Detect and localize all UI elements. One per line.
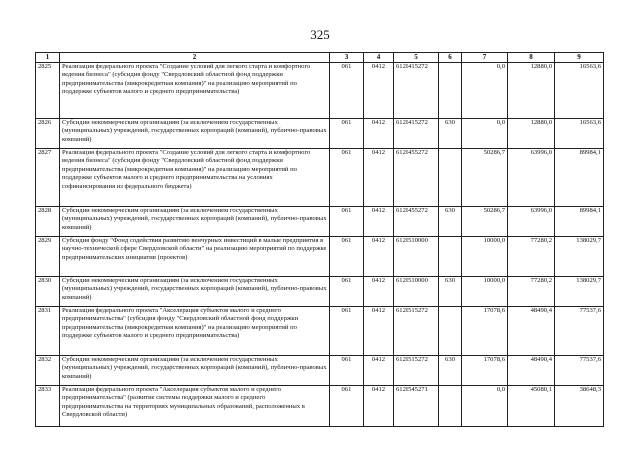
amount-col7-cell: 0,0 (462, 119, 508, 149)
row-name-cell: Реализация федерального проекта "Создание условий для легкого старта и комфортного ведения бизнеса" (субсидия фонду "Свердловский областной фонд поддержки предпринимательства (микрокредитная компания)" на реализацию мероприятий по поддержке субъектов малого и среднего предпринимательства на условиях софинансирования из федерального бюджета) (60, 149, 330, 207)
ministry-code-cell: 061 (330, 356, 364, 386)
target-article-cell: 612I510000 (394, 277, 439, 307)
amount-col9-cell: 77537,6 (555, 307, 604, 356)
amount-col9-cell: 138029,7 (555, 277, 604, 307)
section-code-cell: 0412 (364, 119, 394, 149)
amount-col7-cell: 50286,7 (462, 149, 508, 207)
expense-type-cell: 630 (439, 119, 462, 149)
table-row (36, 307, 604, 356)
row-number-cell: 2826 (36, 119, 60, 149)
row-name-cell: Субсидии некоммерческим организациям (за исключением государственных (муниципальных) учреждений, государственных корпораций (компаний), публично-правовых компаний) (60, 277, 330, 307)
row-number-cell: 2825 (36, 63, 60, 119)
ministry-code-cell: 061 (330, 237, 364, 277)
table-row (36, 277, 604, 307)
expense-type-cell: 630 (439, 356, 462, 386)
ministry-code-cell: 061 (330, 386, 364, 427)
amount-col9-cell: 138029,7 (555, 237, 604, 277)
amount-col9-cell: 89984,1 (555, 207, 604, 237)
amount-col7-cell: 0,0 (462, 386, 508, 427)
amount-col7-cell: 17078,6 (462, 356, 508, 386)
section-code-cell: 0412 (364, 63, 394, 119)
budget-table (35, 52, 604, 427)
header-cell: 1 (36, 53, 60, 63)
row-name-cell: Субсидии некоммерческим организациям (за исключением государственных (муниципальных) учреждений, государственных корпораций (компаний), публично-правовых компаний) (60, 356, 330, 386)
header-cell: 3 (330, 53, 364, 63)
row-number-cell: 2827 (36, 149, 60, 207)
amount-col8-cell: 63996,0 (508, 207, 555, 237)
row-name-cell: Субсидии некоммерческим организациям (за исключением государственных (муниципальных) учреждений, государственных корпораций (компаний), публично-правовых компаний) (60, 119, 330, 149)
section-code-cell: 0412 (364, 237, 394, 277)
row-number-cell: 2828 (36, 207, 60, 237)
table-row (36, 356, 604, 386)
target-article-cell: 612I545271 (394, 386, 439, 427)
target-article-cell: 612I455272 (394, 149, 439, 207)
amount-col8-cell: 63996,0 (508, 149, 555, 207)
amount-col7-cell: 10000,0 (462, 277, 508, 307)
expense-type-cell (439, 307, 462, 356)
expense-type-cell (439, 386, 462, 427)
amount-col7-cell: 10000,0 (462, 237, 508, 277)
amount-col8-cell: 48490,4 (508, 356, 555, 386)
amount-col8-cell: 77280,2 (508, 237, 555, 277)
expense-type-cell: 630 (439, 277, 462, 307)
table-row (36, 207, 604, 237)
row-name-cell: Реализация федерального проекта "Создание условий для легкого старта и комфортного ведения бизнеса" (субсидия фонду "Свердловский областной фонд поддержки предпринимательства (микрокредитная компания)" на реализацию мероприятий по поддержке субъектов малого и среднего предпринимательства) (60, 63, 330, 119)
amount-col9-cell: 16563,6 (555, 119, 604, 149)
expense-type-cell (439, 63, 462, 119)
row-name-cell: Реализация федерального проекта "Акселерация субъектов малого и среднего предпринимательства" (развитие системы поддержки малого и среднего предпринимательства на территориях муниципальных образований, расположенных в Свердловской области) (60, 386, 330, 427)
amount-col8-cell: 12880,0 (508, 119, 555, 149)
header-cell: 8 (508, 53, 555, 63)
row-number-cell: 2833 (36, 386, 60, 427)
expense-type-cell (439, 149, 462, 207)
header-cell: 6 (439, 53, 462, 63)
amount-col8-cell: 77280,2 (508, 277, 555, 307)
expense-type-cell (439, 237, 462, 277)
header-cell: 2 (60, 53, 330, 63)
row-number-cell: 2831 (36, 307, 60, 356)
row-number-cell: 2832 (36, 356, 60, 386)
amount-col7-cell: 50286,7 (462, 207, 508, 237)
row-number-cell: 2830 (36, 277, 60, 307)
amount-col9-cell: 38648,3 (555, 386, 604, 427)
amount-col8-cell: 48490,4 (508, 307, 555, 356)
target-article-cell: 612I455272 (394, 207, 439, 237)
section-code-cell: 0412 (364, 386, 394, 427)
amount-col7-cell: 0,0 (462, 63, 508, 119)
row-number-cell: 2829 (36, 237, 60, 277)
ministry-code-cell: 061 (330, 149, 364, 207)
section-code-cell: 0412 (364, 149, 394, 207)
ministry-code-cell: 061 (330, 119, 364, 149)
target-article-cell: 612I515272 (394, 307, 439, 356)
target-article-cell: 612I515272 (394, 356, 439, 386)
table-row (36, 386, 604, 427)
section-code-cell: 0412 (364, 307, 394, 356)
page-number: 325 (310, 27, 330, 42)
amount-col9-cell: 16563,6 (555, 63, 604, 119)
expense-type-cell: 630 (439, 207, 462, 237)
header-cell: 9 (555, 53, 604, 63)
section-code-cell: 0412 (364, 356, 394, 386)
amount-col8-cell: 45080,1 (508, 386, 555, 427)
row-name-cell: Субсидии некоммерческим организациям (за исключением государственных (муниципальных) учреждений, государственных корпораций (компаний), публично-правовых компаний) (60, 207, 330, 237)
amount-col7-cell: 17078,6 (462, 307, 508, 356)
table-row (36, 119, 604, 149)
section-code-cell: 0412 (364, 207, 394, 237)
ministry-code-cell: 061 (330, 307, 364, 356)
row-name-cell: Реализация федерального проекта "Акселерация субъектов малого и среднего предпринимательства" (субсидия фонду "Свердловский областной фонд поддержки предпринимательства (микрокредитная компания)" на реализацию мероприятий по поддержке субъектов малого и среднего предпринимательства) (60, 307, 330, 356)
table-header-row (36, 53, 604, 63)
amount-col9-cell: 89984,1 (555, 149, 604, 207)
header-cell: 5 (394, 53, 439, 63)
amount-col8-cell: 12880,0 (508, 63, 555, 119)
header-cell: 7 (462, 53, 508, 63)
table-row (36, 63, 604, 119)
table-row (36, 237, 604, 277)
ministry-code-cell: 061 (330, 207, 364, 237)
row-name-cell: Субсидия фонду "Фонд содействия развитию венчурных инвестиций в малые предприятия в научно-технической сфере Свердловской области" на реализацию мероприятий по поддержке предпринимательских инициатив (проектов) (60, 237, 330, 277)
amount-col9-cell: 77537,6 (555, 356, 604, 386)
ministry-code-cell: 061 (330, 277, 364, 307)
target-article-cell: 612I415272 (394, 63, 439, 119)
ministry-code-cell: 061 (330, 63, 364, 119)
header-cell: 4 (364, 53, 394, 63)
section-code-cell: 0412 (364, 277, 394, 307)
target-article-cell: 612I415272 (394, 119, 439, 149)
target-article-cell: 612I510000 (394, 237, 439, 277)
table-row (36, 149, 604, 207)
